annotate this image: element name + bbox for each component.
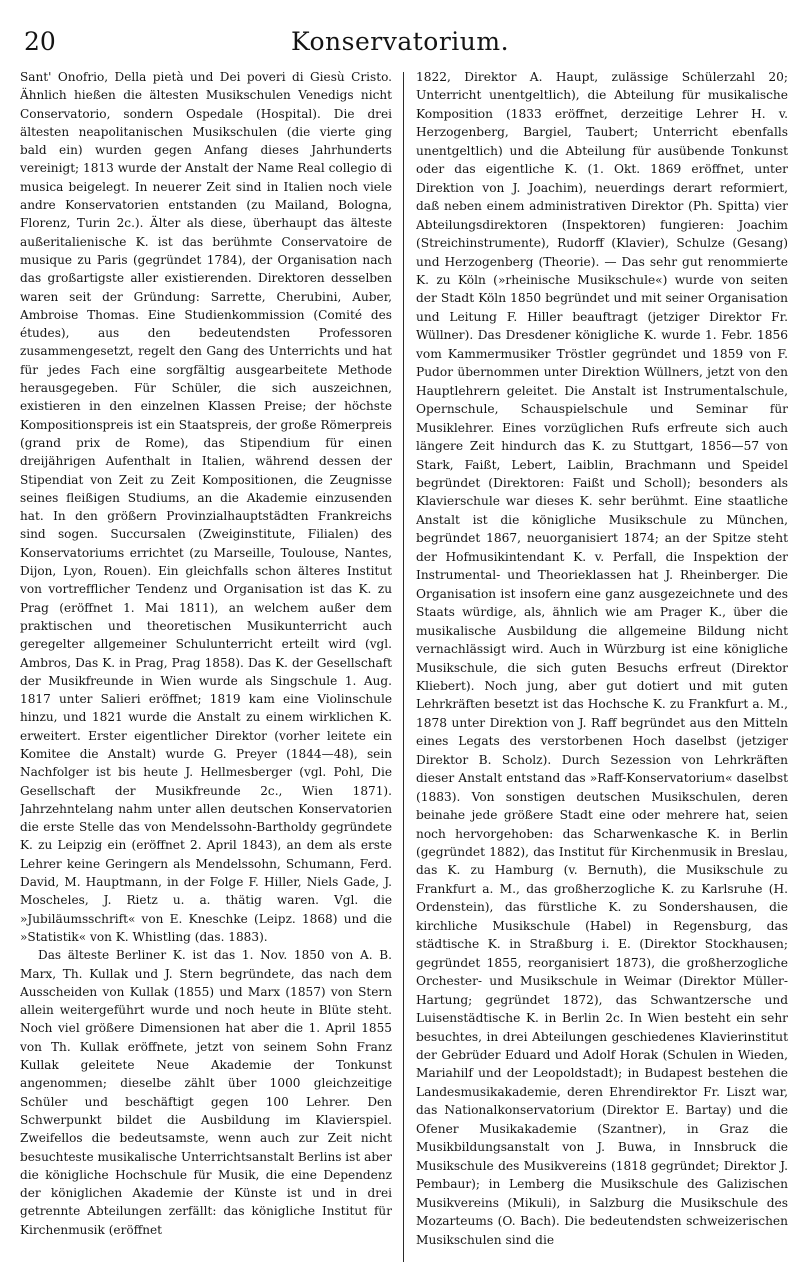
running-head: Konservatorium. bbox=[290, 27, 510, 56]
left-column bbox=[20, 68, 392, 1263]
left-paragraph-2: Das älteste Berliner K. ist das 1. Nov. 1850 von A. B. Marx, Th. Kullak und J. Stern begründete, das nach dem Ausscheiden von Kullak (1855) und Marx (1857) von Stern allein weitergeführt wurde und noch heute in Blüte steht. Noch viel größere Dimensionen hat aber die 1. April 1855 von Th. Kullak eröffnete, jetzt von seinem Sohn Franz Kullak geleitete Neue Akademie der Tonkunst angenommen; dieselbe zählt über 1000 gleichzeitige Schüler und beschäftigt gegen 100 Lehrer. Den Schwerpunkt bildet die Ausbildung im Klavierspiel. Zweifellos die bedeutsamste, wenn auch zur Zeit nicht besuchteste musikalische Unterrichtsanstalt Berlins ist aber die königliche Hochschule für Musik, die eine Dependenz der königlichen Akademie der Künste ist und in drei getrennte Abteilungen zerfällt: das königliche Institut für Kirchenmusik (eröffnet bbox=[20, 948, 392, 1237]
right-column bbox=[416, 68, 788, 1263]
column-divider bbox=[403, 72, 404, 1262]
page-header bbox=[20, 10, 780, 58]
right-paragraph-1: 1822, Direktor A. Haupt, zulässige Schülerzahl 20; Unterricht unentgeltlich), die Abteilung für musikalische Komposition (1833 eröffnet, derzeitige Lehrer H. v. Herzogenberg, Bargiel, Taubert; Unterricht ebenfalls unentgeltlich) und die Abteilung für ausübende Tonkunst oder das eigentliche K. (1. Okt. 1869 eröffnet, unter Direktion von J. Joachim), neuerdings derart reformiert, daß neben einem administrativen Direktor (Ph. Spitta) vier Abteilungsdirektoren (Inspektoren) fungieren: Joachim (Streichinstrumente), Rudorff (Klavier), Schulze (Gesang) und Herzogenberg (Theorie). — Das sehr gut renommierte K. zu Köln (»rheinische Musikschule«) wurde von seiten der Stadt Köln 1850 begründet und mit seiner Organisation und Leitung F. Hiller beauftragt (jetziger Direktor Fr. Wüllner). Das Dresdener königliche K. wurde 1. Febr. 1856 vom Kammermusiker Tröstler gegründet und 1859 von F. Pudor übernommen unter Direktion Wüllners, jetzt von den Hauptlehrern geleitet. Die Anstalt ist Instrumentalschule, Opernschule, Schauspielschule und Seminar für Musiklehrer. Eines vorzüglichen Rufs erfreute sich auch längere Zeit hindurch das K. zu Stuttgart, 1856—57 von Stark, Faißt, Lebert, Laiblin, Brachmann und Speidel begründet (Direktoren: Faißt und Scholl); besonders als Klavierschule war dieses K. sehr berühmt. Eine staatliche Anstalt ist die königliche Musikschule zu München, begründet 1867, neuorganisiert 1874; an der Spitze steht der Hofmusikintendant K. v. Perfall, die Inspektion der Instrumental- und Theorieklassen hat J. Rheinberger. Die Organisation ist insofern eine ganz ausgezeichnete und des Staats würdige, als, ähnlich wie am Prager K., über die musikalische Ausbildung die allgemeine Bildung nicht vernachlässigt wird. Auch in Würzburg ist eine königliche Musikschule, die sich guten Besuchs erfreut (Direktor Kliebert). Noch jung, aber gut dotiert und mit guten Lehrkräften besetzt ist das Hochsche K. zu Frankfurt a. M., 1878 unter Direktion von J. Raff begründet aus den Mitteln eines Legats des verstorbenen Hoch daselbst (jetziger Direktor B. Scholz). Durch Sezession von Lehrkräften dieser Anstalt entstand das »Raff-Konservatorium« daselbst (1883). Von sonstigen deutschen Musikschulen, deren beinahe jede größere Stadt eine oder mehrere hat, seien noch hervorgehoben: das Scharwenkasche K. in Berlin (gegründet 1882), das Institut für Kirchenmusik in Breslau, das K. zu Hamburg (v. Bernuth), die Musikschule zu Frankfurt a. M., das großherzogliche K. zu Karlsruhe (H. Ordenstein), das fürstliche K. zu Sondershausen, die kirchliche Musikschule (Habel) in Regensburg, das städtische K. in Straßburg i. E. (Direktor Stockhausen; gegründet 1855, reorganisiert 1873), die großherzogliche Orchester- und Musikschule in Weimar (Direktor Müller-Hartung; gegründet 1872), das Schwantzersche und Luisenstädtische K. in Berlin 2c. In Wien besteht ein sehr besuchtes, in drei Abteilungen geschiedenes Klavierinstitut der Gebrüder Eduard und Adolf Horak (Schulen in Wieden, Mariahilf und der Leopoldstadt); in Budapest bestehen die Landesmusikakademie, deren Ehrendirektor Fr. Liszt war, das Nationalkonservatorium (Direktor E. Bartay) und die Ofener Musikakademie (Szantner), in Graz die Musikbildungsanstalt von J. Buwa, in Innsbruck die Musikschule des Musikvereins (1818 gegründet; Direktor J. Pembaur); in Lemberg die Musikschule des Galizischen Musikvereins (Mikuli), in Salzburg die Musikschule des Mozarteums (O. Bach). Die bedeutendsten schweizerischen Musikschulen sind die bbox=[416, 70, 788, 1247]
left-paragraph-1: Sant' Onofrio, Della pietà und Dei poveri di Giesù Cristo. Ähnlich hießen die ältesten Musikschulen Venedigs nicht Conservatorio, sondern Ospedale (Hospital). Die drei ältesten neapolitanischen Musikschulen (die vierte ging bald ein) wurden gegen Anfang dieses Jahrhunderts vereinigt; 1813 wurde der Anstalt der Name Real collegio di musica beigelegt. In neuerer Zeit sind in Italien noch viele andre Konservatorien entstanden (zu Mailand, Bologna, Florenz, Turin 2c.). Älter als diese, überhaupt das älteste außeritalienische K. ist das berühmte Conservatoire de musique zu Paris (gegründet 1784), der Organisation nach das großartigste aller existierenden. Direktoren desselben waren seit der Gründung: Sarrette, Cherubini, Auber, Ambroise Thomas. Eine Studienkommission (Comité des études), aus den bedeutendsten Professoren zusammengesetzt, regelt den Gang des Unterrichts und hat für jedes Fach eine sorgfältig ausgearbeitete Methode herausgegeben. Für Schüler, die sich auszeichnen, existieren in den einzelnen Klassen Preise; der höchste Kompositionspreis ist ein Staatspreis, der große Römerpreis (grand prix de Rome), das Stipendium für einen dreijährigen Aufenthalt in Italien, während dessen der Stipendiat von Zeit zu Zeit Kompositionen, die Zeugnisse seines fleißigen Studiums, an die Akademie einzusenden hat. In den größern Provinzialhauptstädten Frankreichs sind sogen. Succursalen (Zweiginstitute, Filialen) des Konservatoriums errichtet (zu Marseille, Toulouse, Nantes, Dijon, Lyon, Rouen). Ein gleichfalls schon älteres Institut von vortrefflicher Tendenz und Organisation ist das K. zu Prag (eröffnet 1. Mai 1811), an welchem außer dem praktischen und theoretischen Musikunterricht auch geregelter allgemeiner Schulunterricht erteilt wird (vgl. Ambros, Das K. in Prag, Prag 1858). Das K. der Gesellschaft der Musikfreunde in Wien wurde als Singschule 1. Aug. 1817 unter Salieri eröffnet; 1819 kam eine Violinschule hinzu, und 1821 wurde die Anstalt zu einem wirklichen K. erweitert. Erster eigentlicher Direktor (vorher leitete ein Komitee die Anstalt) wurde G. Preyer (1844—48), sein Nachfolger ist bis heute J. Hellmesberger (vgl. Pohl, Die Gesellschaft der Musikfreunde 2c., Wien 1871). Jahrzehntelang nahm unter allen deutschen Konservatorien die erste Stelle das von Mendelssohn-Bartholdy gegründete K. zu Leipzig ein (eröffnet 2. April 1843), an dem als erste Lehrer keine Geringern als Mendelssohn, Schumann, Ferd. David, M. Hauptmann, in der Folge F. Hiller, Niels Gade, J. Moscheles, J. Rietz u. a. thätig waren. Vgl. die »Jubiläumsschrift« von E. Kneschke (Leipz. 1868) und die »Statistik« von K. Whistling (das. 1883). bbox=[20, 70, 392, 944]
page-number: 20 bbox=[24, 27, 56, 56]
